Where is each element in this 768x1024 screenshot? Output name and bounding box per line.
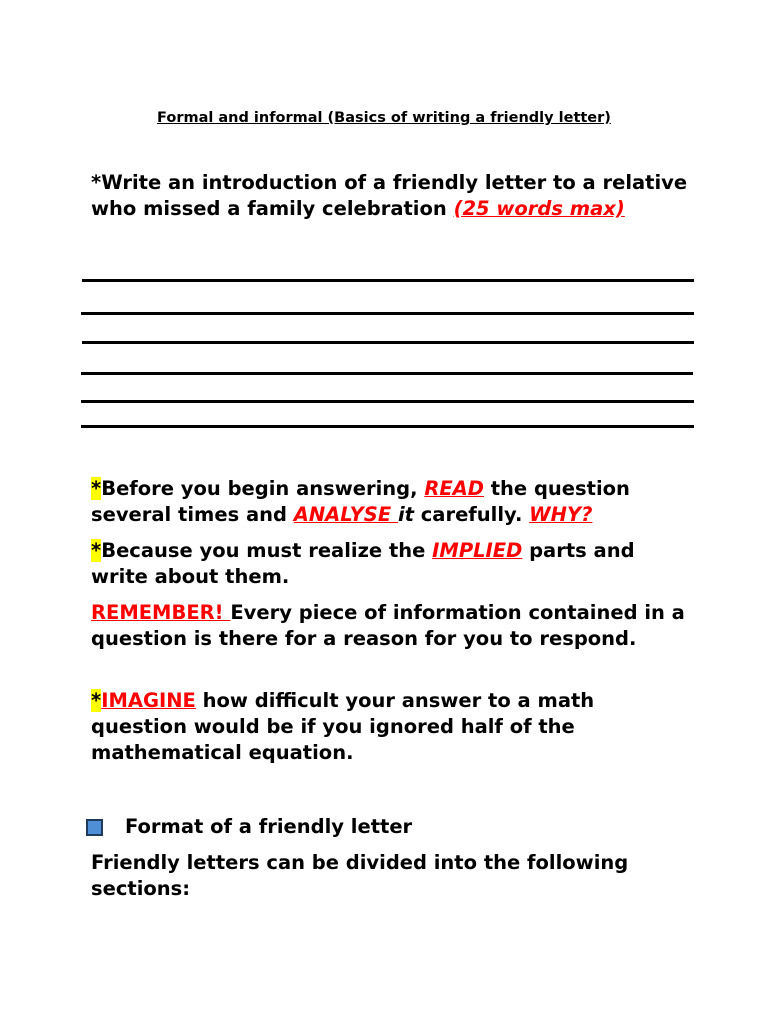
writing-line: [81, 425, 694, 428]
read-emphasis: READ: [424, 477, 484, 500]
sections-intro: Friendly letters can be divided into the following sections:: [91, 851, 629, 900]
word-limit-note: (25 words max): [453, 197, 625, 220]
remember-note: [91, 600, 691, 652]
it-emphasis: it: [397, 503, 414, 526]
page-title: Formal and informal (Basics of writing a friendly letter): [157, 110, 611, 126]
tip-implied: [91, 538, 691, 590]
tip1-text-c: carefully.: [413, 503, 530, 526]
tip2-text-b: parts and write about them.: [91, 539, 635, 588]
intro-prompt: [91, 170, 691, 222]
highlight-star: *: [91, 689, 102, 712]
intro-text: *Write an introduction of a friendly letter to a relative who missed a family celebration: [91, 171, 688, 220]
square-bullet-icon: [86, 819, 103, 836]
imagine-label: IMAGINE: [101, 689, 196, 712]
highlight-star: *: [91, 477, 102, 500]
implied-emphasis: IMPLIED: [432, 539, 523, 562]
tip2-text-a: Because you must realize the: [101, 539, 433, 562]
imagine-note: [91, 688, 691, 766]
remember-label: REMEMBER!: [91, 601, 231, 624]
imagine-text: how difficult your answer to a math question would be if you ignored half of the mathematical equation.: [91, 689, 595, 764]
tip-read-analyse: [91, 476, 691, 528]
highlight-star: *: [91, 539, 102, 562]
writing-line: [81, 372, 693, 375]
remember-text: Every piece of information contained in a question is there for a reason for you to respond.: [91, 601, 685, 650]
tip1-text-b: the question several times and: [91, 477, 630, 526]
format-heading: Format of a friendly letter: [125, 815, 413, 838]
analyse-emphasis: ANALYSE: [293, 503, 398, 526]
writing-line: [82, 341, 694, 344]
writing-line: [81, 312, 694, 315]
tip1-text-a: Before you begin answering,: [101, 477, 425, 500]
why-emphasis: WHY?: [529, 503, 593, 526]
writing-line: [82, 279, 694, 282]
writing-line: [81, 400, 694, 403]
